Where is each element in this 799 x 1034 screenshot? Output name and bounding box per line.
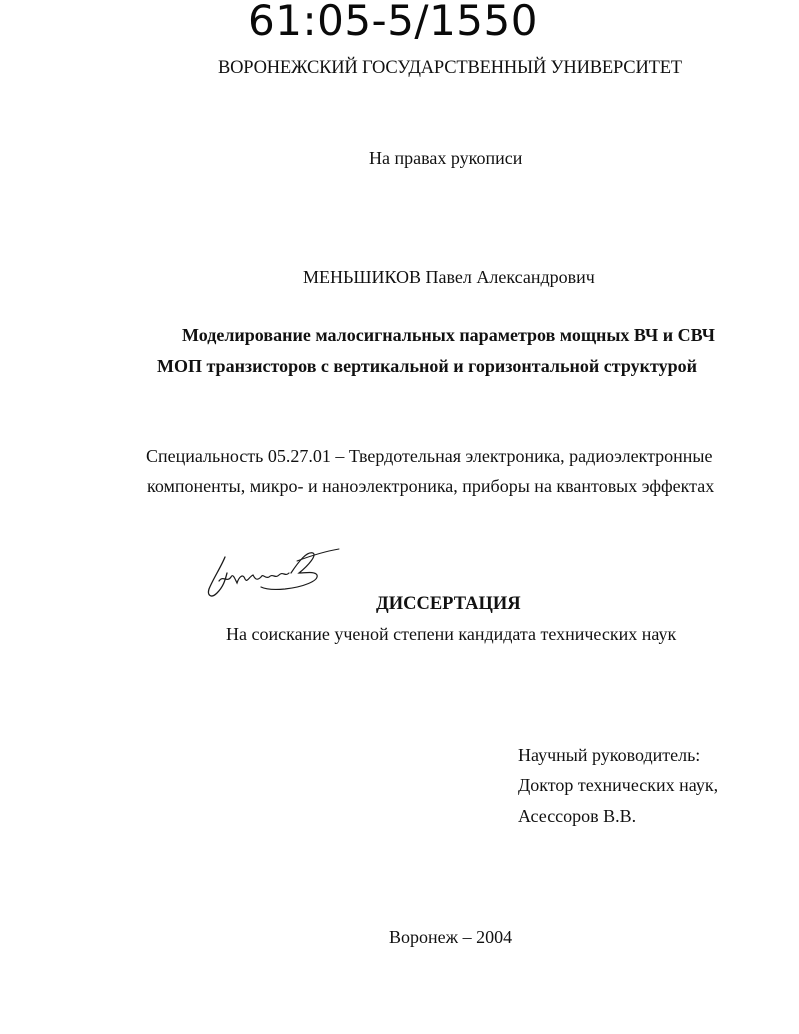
supervisor-name: Асессоров В.В.: [518, 806, 637, 826]
catalog-number: 61:05-5/1550: [248, 0, 538, 45]
university-name: ВОРОНЕЖСКИЙ ГОСУДАРСТВЕННЫЙ УНИВЕРСИТЕТ: [218, 58, 682, 78]
thesis-title-line-1: Моделирование малосигнальных параметров мощных ВЧ и СВЧ: [182, 325, 715, 345]
thesis-title-line-2: МОП транзисторов с вертикальной и горизонтальной структурой: [157, 356, 697, 376]
dissertation-label: ДИССЕРТАЦИЯ: [376, 594, 521, 614]
specialty-line-2: компоненты, микро- и наноэлектроника, приборы на квантовых эффектах: [147, 476, 715, 496]
specialty-line-1: Специальность 05.27.01 – Твердотельная электроника, радиоэлектронные: [146, 446, 713, 466]
city-year: Воронеж – 2004: [389, 927, 513, 947]
handwritten-signature: [203, 543, 343, 607]
rights-note: На правах рукописи: [369, 148, 523, 168]
supervisor-label: Научный руководитель:: [518, 745, 701, 765]
supervisor-degree: Доктор технических наук,: [518, 775, 719, 795]
author-name: МЕНЬШИКОВ Павел Александрович: [303, 267, 595, 287]
degree-statement: На соискание ученой степени кандидата технических наук: [226, 624, 677, 644]
